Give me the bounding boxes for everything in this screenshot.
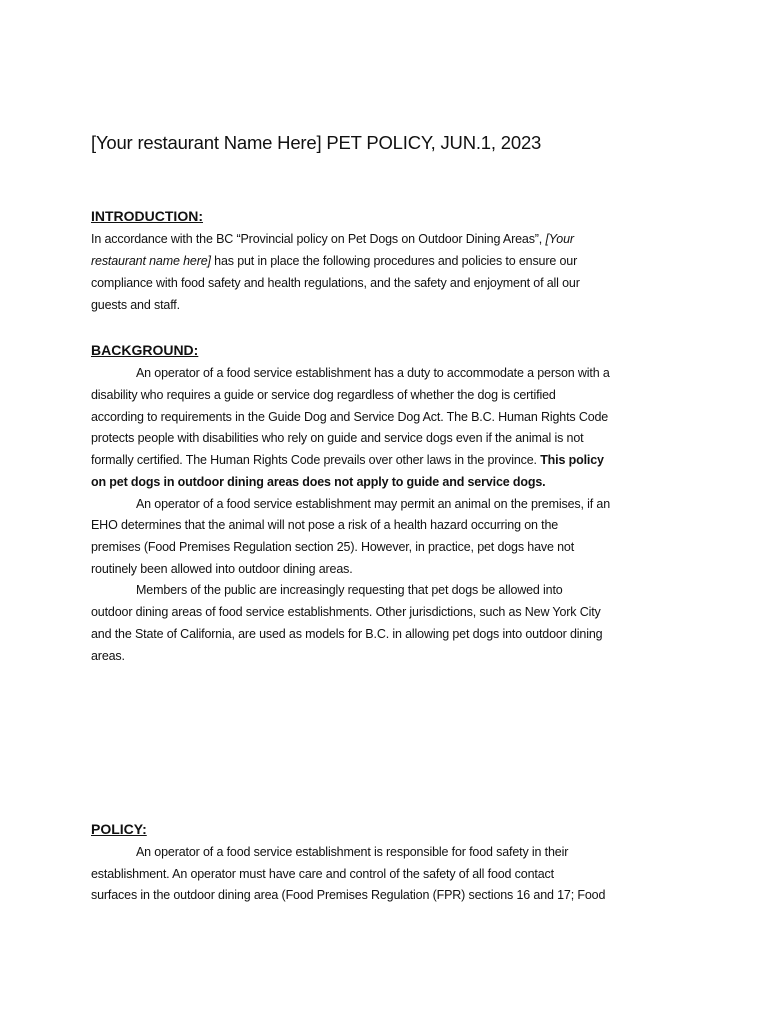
introduction-heading: INTRODUCTION: — [91, 208, 203, 224]
background-para2-line-1: An operator of a food service establishment may permit an animal on the premises, if an — [136, 497, 610, 511]
policy-line-1: An operator of a food service establishment is responsible for food safety in their — [136, 845, 569, 859]
background-para3-line-4: areas. — [91, 649, 125, 663]
background-line-4: protects people with disabilities who rely on guide and service dogs even if the animal is not — [91, 431, 584, 445]
introduction-line-1 — [91, 232, 574, 246]
background-para2-line-2: EHO determines that the animal will not pose a risk of a health hazard occurring on the — [91, 518, 559, 532]
introduction-line-3: compliance with food safety and health regulations, and the safety and enjoyment of all our — [91, 276, 580, 290]
introduction-line-2 — [91, 254, 577, 268]
policy-line-2: establishment. An operator must have care and control of the safety of all food contact — [91, 867, 554, 881]
introduction-line-1-text: In accordance with the BC “Provincial policy on Pet Dogs on Outdoor Dining Areas”, — [91, 232, 546, 246]
background-line-5-bold: This policy — [540, 453, 604, 467]
background-para2-line-3: premises (Food Premises Regulation section 25). However, in practice, pet dogs have not — [91, 540, 575, 554]
background-line-5 — [91, 453, 604, 467]
restaurant-name-placeholder-part-1: [Your — [545, 232, 574, 246]
policy-heading: POLICY: — [91, 821, 147, 837]
background-para3-line-1: Members of the public are increasingly requesting that pet dogs be allowed into — [136, 583, 563, 597]
background-line-6-bold: on pet dogs in outdoor dining areas does not apply to guide and service dogs. — [91, 475, 546, 489]
introduction-line-4: guests and staff. — [91, 298, 180, 312]
background-para3-line-2: outdoor dining areas of food service establishments. Other jurisdictions, such as New York City — [91, 605, 601, 619]
background-line-1: An operator of a food service establishment has a duty to accommodate a person with a — [136, 366, 610, 380]
background-para2-line-4: routinely been allowed into outdoor dining areas. — [91, 562, 353, 576]
background-line-2: disability who requires a guide or service dog regardless of whether the dog is certified — [91, 388, 556, 402]
restaurant-name-placeholder-part-2: restaurant name here] — [91, 254, 211, 268]
background-line-3: according to requirements in the Guide Dog and Service Dog Act. The B.C. Human Rights Code — [91, 410, 609, 424]
background-heading: BACKGROUND: — [91, 342, 199, 358]
policy-line-3: surfaces in the outdoor dining area (Food Premises Regulation (FPR) sections 16 and 17; Food — [91, 888, 606, 902]
document-title: [Your restaurant Name Here] PET POLICY, JUN.1, 2023 — [91, 132, 542, 153]
background-para3-line-3: and the State of California, are used as models for B.C. in allowing pet dogs into outdoor dining — [91, 627, 603, 641]
introduction-line-2-text: has put in place the following procedures and policies to ensure our — [210, 254, 578, 268]
background-line-5-text: formally certified. The Human Rights Code prevails over other laws in the province. — [91, 453, 541, 467]
